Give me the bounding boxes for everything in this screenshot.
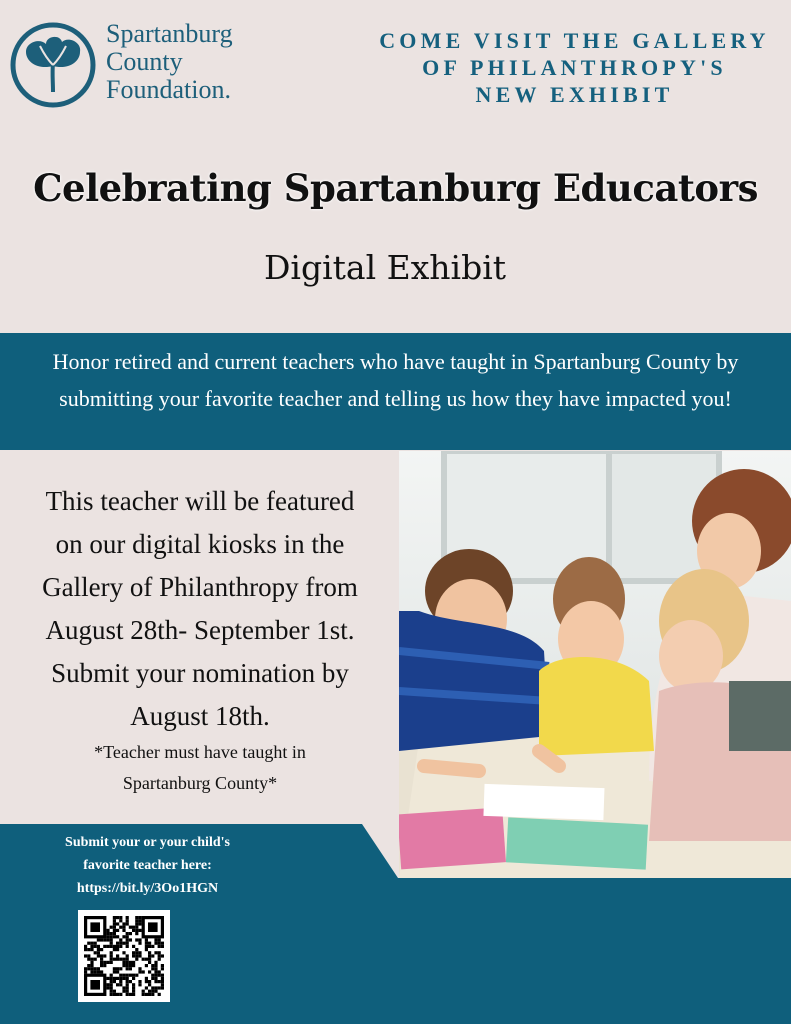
feature-line: This teacher will be featured bbox=[45, 486, 355, 516]
logo-line-1: Spartanburg bbox=[106, 19, 233, 48]
note-line: *Teacher must have taught in bbox=[94, 742, 306, 762]
eligibility-note bbox=[0, 737, 400, 799]
page-title: Celebrating Spartanburg Educators bbox=[33, 166, 758, 210]
qr-code[interactable] bbox=[78, 910, 170, 1002]
foundation-logo bbox=[10, 20, 260, 110]
ginkgo-leaf-icon bbox=[10, 22, 96, 108]
tagline-line-3: NEW EXHIBIT bbox=[475, 82, 674, 107]
gallery-tagline bbox=[362, 27, 787, 108]
tagline-line-2: OF PHILANTHROPY'S bbox=[422, 55, 727, 80]
tagline-line-1: COME VISIT THE GALLERY bbox=[379, 28, 770, 53]
feature-line: Submit your nomination by bbox=[51, 658, 349, 688]
logo-wordmark bbox=[106, 20, 233, 104]
qr-code-graphic bbox=[78, 910, 170, 1002]
submit-line-1: Submit your or your child's bbox=[65, 835, 230, 850]
intro-banner bbox=[0, 333, 791, 450]
submit-instructions bbox=[10, 831, 285, 900]
classroom-illustration bbox=[399, 451, 791, 878]
feature-line: Gallery of Philanthropy from bbox=[42, 572, 358, 602]
feature-line: August 28th- September 1st. bbox=[45, 615, 355, 645]
submit-link[interactable]: https://bit.ly/3Oo1HGN bbox=[76, 881, 219, 896]
logo-line-3: Foundation. bbox=[106, 75, 231, 104]
note-line: Spartanburg County* bbox=[122, 773, 278, 793]
intro-text: Honor retired and current teachers who have taught in Spartanburg County by submitting your favorite teacher and telling us how they have impacted you! bbox=[52, 349, 739, 411]
feature-line: August 18th. bbox=[130, 701, 270, 731]
feature-line: on our digital kiosks in the bbox=[55, 529, 345, 559]
submit-line-2: favorite teacher here: bbox=[83, 858, 212, 873]
page-subtitle: Digital Exhibit bbox=[263, 248, 507, 287]
classroom-photo bbox=[399, 451, 791, 878]
feature-text bbox=[0, 480, 400, 738]
logo-line-2: County bbox=[106, 47, 183, 76]
